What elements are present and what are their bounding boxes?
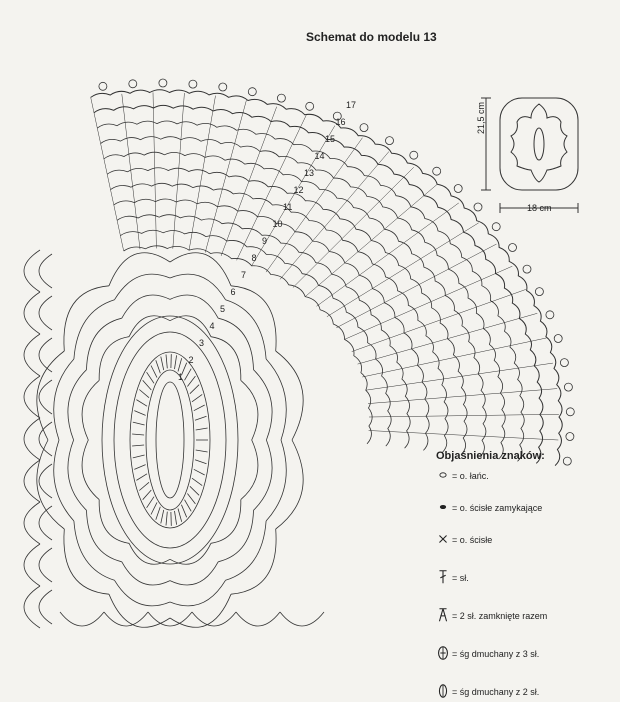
legend-item-label: = śg dmuchany z 3 sł. bbox=[452, 649, 539, 659]
legend-item-label: = sł. bbox=[452, 573, 469, 583]
legend-item-label: = o. łańc. bbox=[452, 471, 489, 481]
picot-loop bbox=[474, 203, 482, 211]
edge-scallop bbox=[24, 418, 40, 460]
oval-stitch bbox=[194, 405, 205, 411]
petal-scallop bbox=[231, 286, 276, 351]
oval-stitch bbox=[185, 500, 192, 512]
size-schematic bbox=[481, 98, 578, 213]
oval-stitch bbox=[139, 482, 149, 490]
oval-stitch bbox=[195, 460, 207, 464]
mesh-rib bbox=[336, 244, 496, 328]
mesh-rib bbox=[368, 389, 557, 404]
oval-stitch bbox=[166, 512, 167, 526]
legend-item-label: = o. ścisłe zamykające bbox=[452, 503, 542, 513]
picot-loop bbox=[492, 223, 500, 231]
legend-item bbox=[436, 532, 616, 550]
oval-stitch bbox=[133, 455, 145, 458]
edge-scallop bbox=[24, 250, 40, 292]
oval-stitch bbox=[151, 502, 157, 514]
round-number: 4 bbox=[210, 321, 215, 331]
petal-arc bbox=[226, 300, 267, 359]
mesh-rib bbox=[293, 167, 414, 287]
edge-scallop bbox=[192, 612, 236, 626]
petal-arc bbox=[266, 440, 286, 521]
picot-loop bbox=[566, 408, 574, 416]
petal-arc bbox=[122, 562, 170, 585]
petal-arc bbox=[82, 380, 99, 440]
picot-loop bbox=[523, 265, 531, 273]
legend-item bbox=[436, 500, 616, 518]
petal-scallop bbox=[170, 253, 231, 286]
mesh-rib bbox=[369, 414, 559, 417]
edge-scallop-inner bbox=[39, 338, 52, 372]
oval-stitch bbox=[190, 486, 199, 495]
picot-loop bbox=[564, 383, 572, 391]
petal-arc bbox=[211, 337, 241, 381]
schematic-outline bbox=[500, 98, 578, 190]
round-number: 15 bbox=[325, 134, 335, 144]
round-number: 11 bbox=[283, 202, 292, 212]
oval-stitch bbox=[181, 505, 186, 518]
petal-arc bbox=[82, 440, 99, 500]
petal-arc bbox=[99, 337, 129, 381]
oval-stitch bbox=[161, 510, 164, 524]
mesh-rib bbox=[153, 92, 156, 248]
round-number: 16 bbox=[336, 117, 346, 127]
petal-arc bbox=[254, 370, 273, 440]
single-crochet-icon bbox=[436, 531, 450, 547]
oval-stitch bbox=[195, 416, 207, 420]
oval-stitch bbox=[151, 366, 157, 378]
petal-scallop bbox=[276, 440, 303, 529]
center-oval-ring bbox=[156, 382, 184, 498]
petal-arc bbox=[254, 440, 273, 510]
legend-item bbox=[436, 684, 616, 702]
round-number: 9 bbox=[262, 236, 267, 246]
oval-stitch bbox=[175, 355, 177, 369]
mesh-rib bbox=[122, 94, 140, 249]
petal-arc bbox=[218, 318, 253, 370]
picot-loop bbox=[386, 137, 394, 145]
legend-item-label: = o. ścisłe bbox=[452, 535, 492, 545]
edge-scallop bbox=[280, 612, 324, 626]
edge-scallop bbox=[104, 612, 148, 626]
schematic-center bbox=[534, 128, 544, 160]
picot-loop bbox=[306, 102, 314, 110]
edge-scallop bbox=[236, 612, 280, 626]
picot-loop bbox=[509, 244, 517, 252]
round-number: 5 bbox=[220, 304, 225, 314]
oval-stitch bbox=[187, 376, 195, 386]
petal-arc bbox=[74, 300, 115, 359]
legend-item bbox=[436, 468, 616, 486]
oval-stitch bbox=[156, 360, 161, 373]
diagram-title: Schemat do modelu 13 bbox=[306, 30, 437, 44]
oval-stitch bbox=[156, 507, 161, 520]
picot-loop bbox=[433, 167, 441, 175]
oval-stitch bbox=[194, 469, 205, 475]
oval-stitch bbox=[133, 422, 145, 425]
edge-scallop bbox=[24, 460, 40, 502]
edge-scallop-inner bbox=[39, 506, 52, 540]
round-number: 7 bbox=[241, 270, 246, 280]
mesh-rib bbox=[280, 152, 389, 280]
oval-stitch bbox=[147, 372, 154, 383]
picot-loop bbox=[566, 433, 574, 441]
edge-scallop bbox=[24, 292, 40, 334]
mesh-rib bbox=[221, 107, 277, 256]
edge-scallop bbox=[24, 586, 40, 628]
center-oval-ring bbox=[102, 316, 238, 564]
petal-arc bbox=[87, 510, 122, 562]
edge-scallop bbox=[60, 612, 104, 626]
petal-arc bbox=[241, 440, 258, 500]
oval-stitch bbox=[139, 390, 149, 398]
oval-stitch bbox=[185, 369, 192, 381]
oval-stitch bbox=[192, 478, 202, 485]
petal-arc bbox=[218, 510, 253, 562]
petal-arc bbox=[68, 370, 87, 440]
edge-scallop-inner bbox=[39, 590, 52, 624]
oval-stitch bbox=[134, 411, 145, 416]
round-number: 3 bbox=[199, 338, 204, 348]
petal-arc bbox=[226, 521, 267, 580]
round-number: 17 bbox=[346, 100, 356, 110]
round-number: 10 bbox=[273, 219, 283, 229]
picot-loop bbox=[546, 311, 554, 319]
round-number: 8 bbox=[252, 253, 257, 263]
legend-title: Objaśnienia znaków: bbox=[436, 450, 616, 462]
petal-scallop bbox=[170, 594, 231, 627]
petal-arc bbox=[54, 359, 74, 440]
mesh-arc bbox=[104, 152, 486, 457]
edge-scallop-inner bbox=[39, 296, 52, 330]
round-number: 14 bbox=[315, 151, 325, 161]
petal-scallop bbox=[109, 594, 170, 627]
picot-loop bbox=[454, 185, 462, 193]
petal-scallop bbox=[109, 253, 170, 286]
edge-scallop-inner bbox=[39, 548, 52, 582]
oval-stitch bbox=[175, 511, 177, 525]
oval-stitch bbox=[132, 434, 144, 435]
edge-scallop bbox=[148, 612, 192, 626]
oval-stitch bbox=[143, 490, 152, 500]
edge-scallop bbox=[24, 544, 40, 586]
legend-item bbox=[436, 646, 616, 664]
center-oval-ring bbox=[146, 370, 194, 510]
legend bbox=[436, 450, 616, 702]
picot-loop bbox=[219, 83, 227, 91]
oval-stitch bbox=[147, 497, 154, 508]
oval-stitch bbox=[161, 357, 164, 371]
mesh-arc bbox=[114, 199, 429, 450]
edge-scallop bbox=[24, 502, 40, 544]
petal-arc bbox=[170, 562, 218, 585]
edge-scallop-inner bbox=[39, 254, 52, 288]
petal-scallop bbox=[37, 351, 64, 440]
round-number: 12 bbox=[294, 185, 304, 195]
mesh-rib bbox=[352, 289, 526, 351]
schematic-flower bbox=[511, 104, 567, 182]
petal-arc bbox=[99, 500, 129, 544]
round-number: 1 bbox=[178, 372, 183, 382]
petal-arc bbox=[211, 500, 241, 544]
chain-stitch-icon bbox=[436, 467, 450, 483]
mesh-rib bbox=[327, 223, 479, 317]
petal-arc bbox=[87, 318, 122, 370]
picot-loop bbox=[248, 88, 256, 96]
edge-scallop bbox=[24, 334, 40, 376]
petal-scallop bbox=[231, 529, 276, 594]
picot-loop bbox=[554, 335, 562, 343]
picot-loop bbox=[277, 94, 285, 102]
puff-2dc-icon bbox=[436, 683, 450, 699]
petal-arc bbox=[54, 440, 74, 521]
petal-arc bbox=[68, 440, 87, 510]
width-dimension: 18 cm bbox=[527, 203, 552, 213]
picot-loop bbox=[360, 124, 368, 132]
petal-arc bbox=[170, 295, 218, 318]
legend-item-label: = 2 sł. zamknięte razem bbox=[452, 611, 547, 621]
mesh-arc bbox=[117, 215, 410, 448]
edge-scallop-inner bbox=[39, 464, 52, 498]
oval-stitch bbox=[178, 358, 182, 371]
oval-stitch bbox=[134, 465, 145, 470]
picot-loop bbox=[535, 288, 543, 296]
oval-stitch bbox=[136, 474, 147, 481]
slip-stitch-icon bbox=[436, 499, 450, 515]
edge-scallop-inner bbox=[39, 422, 52, 456]
picot-loop bbox=[129, 80, 137, 88]
picot-loop bbox=[99, 82, 107, 90]
round-number: 6 bbox=[231, 287, 236, 297]
oval-stitch bbox=[196, 450, 208, 452]
oval-stitch bbox=[166, 355, 167, 369]
round-number: 13 bbox=[304, 168, 314, 178]
legend-item bbox=[436, 608, 616, 626]
picot-loop bbox=[560, 359, 568, 367]
petal-arc bbox=[241, 380, 258, 440]
oval-stitch bbox=[178, 509, 182, 522]
legend-item bbox=[436, 570, 616, 588]
picot-loop bbox=[410, 151, 418, 159]
petal-scallop bbox=[276, 351, 303, 440]
oval-stitch bbox=[190, 385, 199, 394]
center-oval-ring bbox=[114, 332, 226, 548]
puff-3dc-icon bbox=[436, 645, 450, 661]
picot-loop bbox=[189, 80, 197, 88]
mesh-rib bbox=[305, 184, 437, 296]
double-crochet-icon bbox=[436, 569, 450, 585]
petal-arc bbox=[74, 521, 115, 580]
mesh-rib bbox=[345, 266, 513, 339]
legend-item-label: = śg dmuchany z 2 sł. bbox=[452, 687, 539, 697]
height-dimension: 21,5 cm bbox=[476, 102, 486, 134]
oval-stitch bbox=[143, 380, 152, 390]
mesh-arc bbox=[91, 90, 563, 466]
petal-arc bbox=[266, 359, 286, 440]
oval-stitch bbox=[187, 494, 195, 504]
petal-scallop bbox=[64, 286, 109, 351]
dc2tog-icon bbox=[436, 607, 450, 623]
oval-stitch bbox=[192, 394, 202, 401]
mesh-rib bbox=[91, 97, 124, 251]
oval-stitch bbox=[136, 400, 147, 407]
oval-stitch bbox=[196, 428, 208, 430]
petal-scallop bbox=[64, 529, 109, 594]
oval-stitch bbox=[132, 445, 144, 446]
picot-loop bbox=[159, 79, 167, 87]
edge-scallop-inner bbox=[39, 380, 52, 414]
petal-scallop bbox=[37, 440, 64, 529]
petal-arc bbox=[122, 295, 170, 318]
mesh-rib bbox=[173, 93, 185, 249]
round-number: 2 bbox=[189, 355, 194, 365]
